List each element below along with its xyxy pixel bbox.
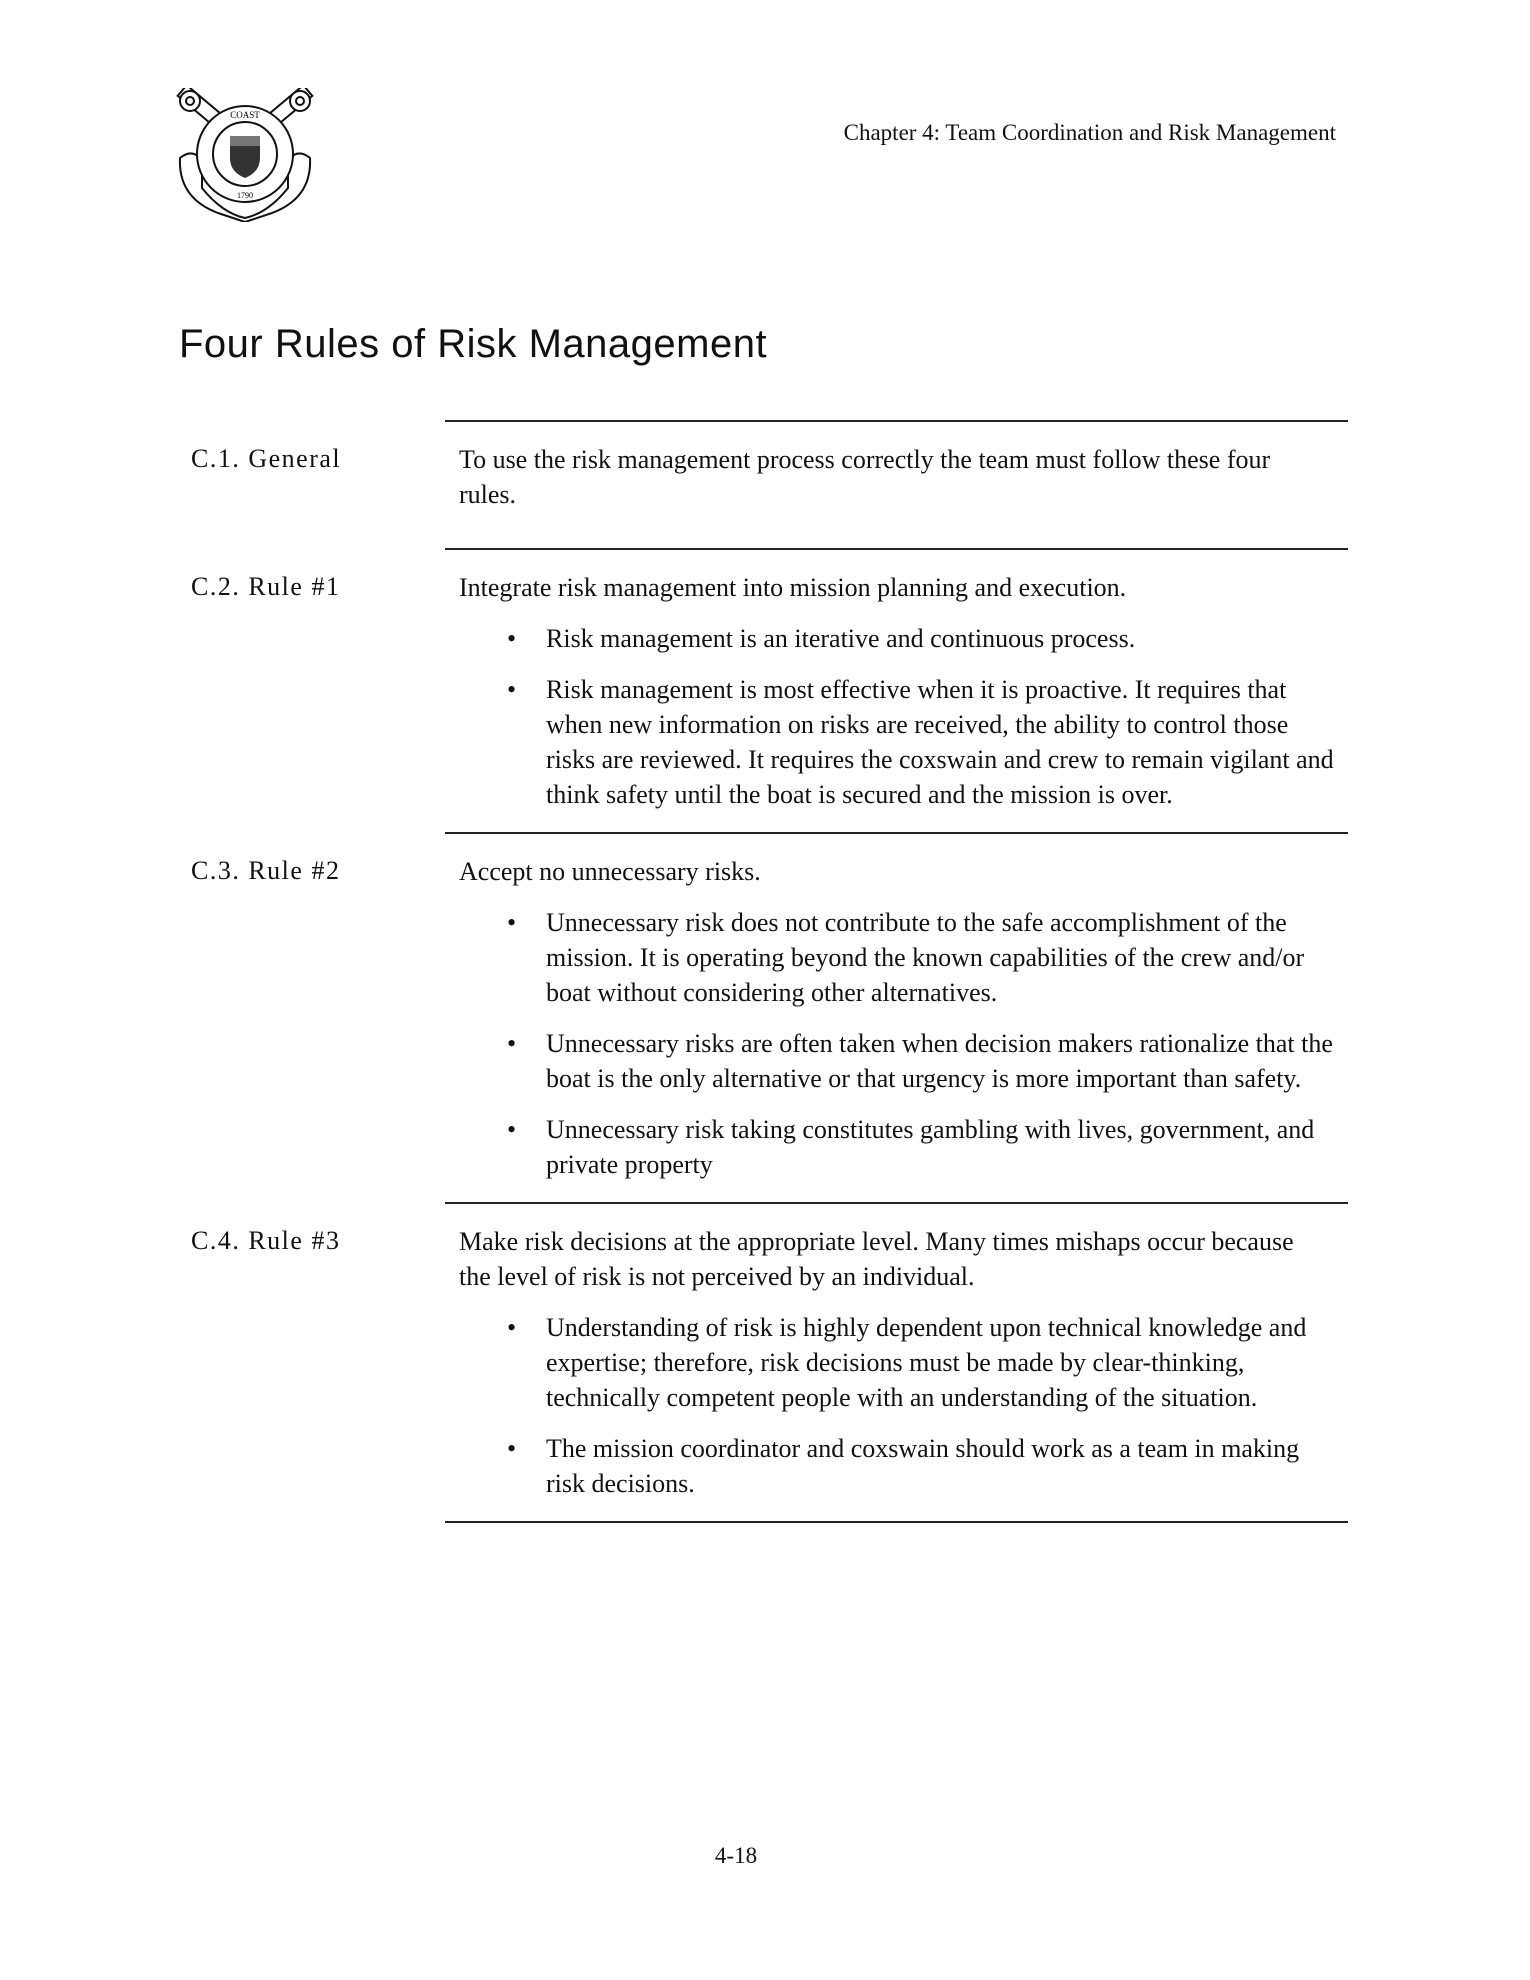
bullet-text: Risk management is most effective when it is proactive. It requires that when new information on risks are received, the ability to control those risks are reviewed. It requires the coxswain and crew to remain vigilant and think safety until the boat is secured and the mission is over. <box>546 675 1334 809</box>
svg-text:COAST: COAST <box>230 110 260 120</box>
section-label: C.3. Rule #2 <box>191 856 341 885</box>
bullet-icon: • <box>507 1313 517 1342</box>
section-label: C.1. General <box>191 444 342 473</box>
bullet-text: Understanding of risk is highly dependent upon technical knowledge and expertise; therefore, risk decisions must be made by clear-thinking, technically competent people with an understanding of the situation. <box>546 1313 1307 1412</box>
bullet-text: Unnecessary risk taking constitutes gambling with lives, government, and private property <box>546 1115 1315 1179</box>
section-general <box>191 420 1348 548</box>
section-rule-2 <box>191 832 1348 1202</box>
bullet-icon: • <box>507 624 517 653</box>
bullet-item <box>459 905 1336 1010</box>
bullet-icon: • <box>507 908 517 937</box>
bullet-item <box>459 672 1336 812</box>
bullet-icon: • <box>507 1115 517 1144</box>
bullet-item <box>459 1026 1336 1096</box>
section-intro: Make risk decisions at the appropriate level. Many times mishaps occur because the level of risk is not perceived by an individual. <box>459 1227 1294 1291</box>
section-body <box>445 1202 1348 1521</box>
section-label: C.2. Rule #1 <box>191 572 341 601</box>
section-rule-3 <box>191 1202 1348 1521</box>
svg-text:1790: 1790 <box>237 191 253 200</box>
bullet-icon: • <box>507 1434 517 1463</box>
section-body <box>445 832 1348 1202</box>
page-number: 4-18 <box>714 1843 758 1868</box>
bullet-item <box>459 1112 1336 1182</box>
section-intro: Accept no unnecessary risks. <box>459 857 761 886</box>
bullet-text: Unnecessary risks are often taken when decision makers rationalize that the boat is the only alternative or that urgency is more important than safety. <box>546 1029 1333 1093</box>
bullet-item <box>459 621 1336 656</box>
bullet-item <box>459 1431 1336 1501</box>
chapter-header: Chapter 4: Team Coordination and Risk Management <box>843 120 1336 145</box>
bullet-text: Unnecessary risk does not contribute to the safe accomplishment of the mission. It is operating beyond the known capabilities of the crew and/or boat without considering other alternatives. <box>546 908 1305 1007</box>
table-bottom-rule <box>445 1521 1348 1523</box>
bullet-text: The mission coordinator and coxswain should work as a team in making risk decisions. <box>546 1434 1300 1498</box>
section-rule-1 <box>191 548 1348 832</box>
bullet-text: Risk management is an iterative and continuous process. <box>546 624 1136 653</box>
bullet-item <box>459 1310 1336 1415</box>
coast-guard-seal-logo <box>172 88 318 222</box>
bullet-icon: • <box>507 675 517 704</box>
section-intro: To use the risk management process correctly the team must follow these four rules. <box>459 445 1271 509</box>
bullet-icon: • <box>507 1029 517 1058</box>
rules-table <box>191 420 1348 1523</box>
section-body <box>445 548 1348 832</box>
page-title: Four Rules of Risk Management <box>179 322 768 366</box>
section-label: C.4. Rule #3 <box>191 1226 341 1255</box>
section-body <box>445 420 1348 548</box>
section-intro: Integrate risk management into mission planning and execution. <box>459 573 1127 602</box>
